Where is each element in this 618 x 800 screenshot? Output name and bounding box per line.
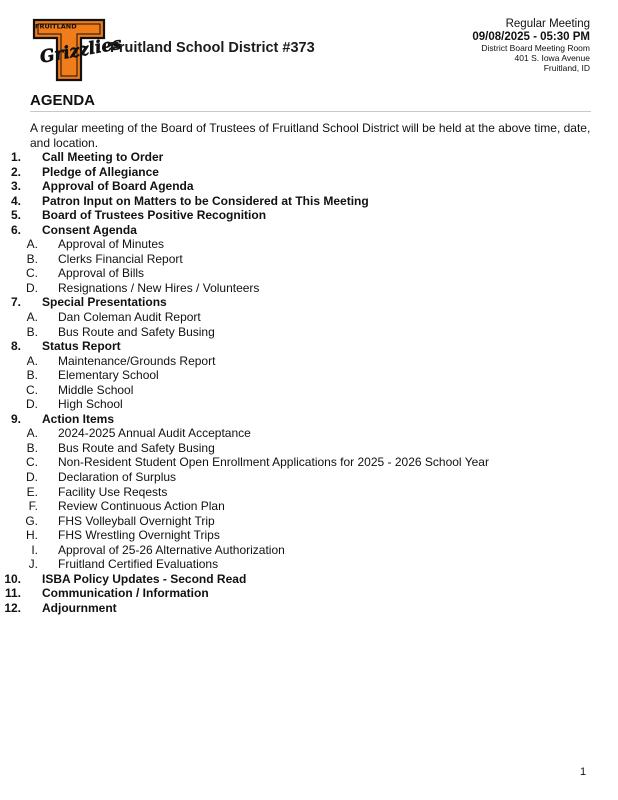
agenda-subitem-text: Fruitland Certified Evaluations [58, 557, 219, 572]
agenda-subitem-text: Clerks Financial Report [58, 251, 183, 266]
district-name: Fruitland School District #373 [110, 40, 315, 56]
meeting-datetime: 09/08/2025 - 05:30 PM [472, 31, 590, 44]
page-header [28, 12, 590, 82]
agenda-intro: A regular meeting of the Board of Trustees of Fruitland School District will be held at the above time, date, and location. [30, 121, 591, 150]
agenda-item-number: 2. [10, 164, 21, 179]
agenda-item-title: Patron Input on Matters to be Considered at This Meeting [42, 193, 369, 208]
svg-text:FRUITLAND: FRUITLAND [35, 22, 77, 31]
agenda-subitem-letter: D. [26, 280, 38, 295]
agenda-item-number: 4. [10, 193, 21, 208]
agenda-subitem [0, 281, 600, 296]
agenda-subitem [0, 325, 600, 340]
agenda-subitem-text: FHS Volleyball Overnight Trip [58, 513, 215, 528]
agenda-subitem [0, 514, 600, 529]
agenda-subitem-letter: I. [31, 542, 38, 557]
agenda-item-title: Action Items [42, 411, 115, 426]
agenda-item-number: 9. [10, 411, 21, 426]
agenda-item [0, 586, 600, 601]
agenda-subitem-letter: G. [25, 513, 38, 528]
agenda-item-number: 12. [4, 600, 21, 615]
agenda-item-number: 7. [10, 295, 21, 310]
agenda-item-title: Adjournment [42, 600, 117, 615]
agenda-subitem-text: Approval of Minutes [58, 237, 165, 252]
agenda-item-number: 1. [10, 150, 21, 164]
agenda-list [0, 150, 600, 616]
agenda-subitem [0, 252, 600, 267]
agenda-item [0, 194, 600, 209]
agenda-item-number: 10. [4, 571, 21, 586]
agenda-subitem-letter: B. [26, 440, 38, 455]
agenda-subitem [0, 441, 600, 456]
meeting-location-line: Fruitland, ID [543, 62, 590, 73]
agenda-subitem-letter: F. [28, 499, 38, 514]
agenda-item [0, 339, 600, 354]
agenda-item-number: 11. [4, 586, 21, 601]
title-divider [30, 111, 591, 112]
agenda-subitem [0, 557, 600, 572]
agenda-item-title: Status Report [42, 339, 121, 354]
agenda-subitem-letter: E. [26, 484, 38, 499]
meeting-location-line: District Board Meeting Room [481, 43, 590, 54]
agenda-subitem-text: Approval of 25-26 Alternative Authorization [58, 542, 285, 557]
agenda-subitem-letter: A. [26, 353, 38, 368]
agenda-subitem [0, 528, 600, 543]
agenda-subitem [0, 470, 600, 485]
agenda-subitem-text: 2024-2025 Annual Audit Acceptance [58, 426, 251, 441]
agenda-item-title: Approval of Board Agenda [42, 179, 194, 194]
agenda-item [0, 223, 600, 238]
agenda-item-title: Board of Trustees Positive Recognition [42, 208, 267, 223]
agenda-subitem-letter: A. [26, 237, 38, 252]
agenda-item [0, 208, 600, 223]
agenda-subitem [0, 368, 600, 383]
agenda-subitem-letter: B. [26, 251, 38, 266]
agenda-item [0, 412, 600, 427]
agenda-subitem-letter: A. [26, 310, 38, 325]
agenda-item-number: 6. [10, 222, 21, 237]
agenda-title: AGENDA [30, 92, 96, 109]
agenda-subitem [0, 426, 600, 441]
agenda-subitem-letter: C. [26, 455, 38, 470]
agenda-subitem-text: Bus Route and Safety Busing [58, 324, 215, 339]
agenda-subitem-text: Middle School [58, 382, 134, 397]
agenda-subitem-text: Non-Resident Student Open Enrollment Applications for 2025 - 2026 School Year [58, 455, 489, 470]
page-number: 1 [580, 766, 587, 778]
agenda-item-title: Call Meeting to Order [42, 150, 164, 164]
agenda-subitem-text: Approval of Bills [58, 266, 145, 281]
meeting-info [472, 18, 590, 74]
agenda-subitem-letter: B. [26, 368, 38, 383]
agenda-subitem-letter: H. [26, 528, 38, 543]
agenda-subitem [0, 237, 600, 252]
agenda-subitem-text: Resignations / New Hires / Volunteers [58, 280, 260, 295]
agenda-item-number: 5. [10, 208, 21, 223]
agenda-subitem-letter: C. [26, 266, 38, 281]
agenda-item-number: 3. [10, 179, 21, 194]
agenda-subitem-letter: C. [26, 382, 38, 397]
meeting-location-line: 401 S. Iowa Avenue [514, 53, 590, 64]
agenda-subitem [0, 499, 600, 514]
agenda-subitem-text: Elementary School [58, 368, 159, 383]
agenda-item [0, 572, 600, 587]
agenda-subitem-letter: J. [28, 557, 38, 572]
agenda-subitem-text: High School [58, 397, 123, 412]
agenda-item-title: Consent Agenda [42, 222, 137, 237]
agenda-subitem [0, 266, 600, 281]
agenda-subitem-text: Maintenance/Grounds Report [58, 353, 216, 368]
agenda-subitem-letter: B. [26, 324, 38, 339]
district-logo [30, 18, 124, 82]
agenda-subitem [0, 543, 600, 558]
agenda-item [0, 165, 600, 180]
svg-text:Grizzlies: Grizzlies [38, 33, 124, 68]
agenda-subitem-text: Review Continuous Action Plan [58, 499, 225, 514]
agenda-subitem-text: Bus Route and Safety Busing [58, 440, 215, 455]
agenda-item-title: Special Presentations [42, 295, 167, 310]
agenda-item-title: ISBA Policy Updates - Second Read [42, 571, 247, 586]
agenda-subitem [0, 485, 600, 500]
agenda-subitem-text: Dan Coleman Audit Report [58, 310, 201, 325]
agenda-item [0, 295, 600, 310]
agenda-subitem-letter: A. [26, 426, 38, 441]
agenda-subitem-letter: D. [26, 470, 38, 485]
agenda-item-number: 8. [10, 339, 21, 354]
meeting-type: Regular Meeting [505, 18, 590, 30]
agenda-subitem [0, 310, 600, 325]
agenda-subitem [0, 397, 600, 412]
agenda-item-title: Communication / Information [42, 586, 209, 601]
agenda-subitem [0, 354, 600, 369]
agenda-subitem-text: FHS Wrestling Overnight Trips [58, 528, 220, 543]
agenda-item [0, 179, 600, 194]
agenda-item [0, 601, 600, 616]
agenda-item [0, 150, 600, 165]
agenda-subitem-text: Declaration of Surplus [58, 470, 177, 485]
agenda-item-title: Pledge of Allegiance [42, 164, 159, 179]
agenda-subitem [0, 383, 600, 398]
agenda-subitem-letter: D. [26, 397, 38, 412]
agenda-subitem-text: Facility Use Reqests [58, 484, 168, 499]
agenda-subitem [0, 455, 600, 470]
